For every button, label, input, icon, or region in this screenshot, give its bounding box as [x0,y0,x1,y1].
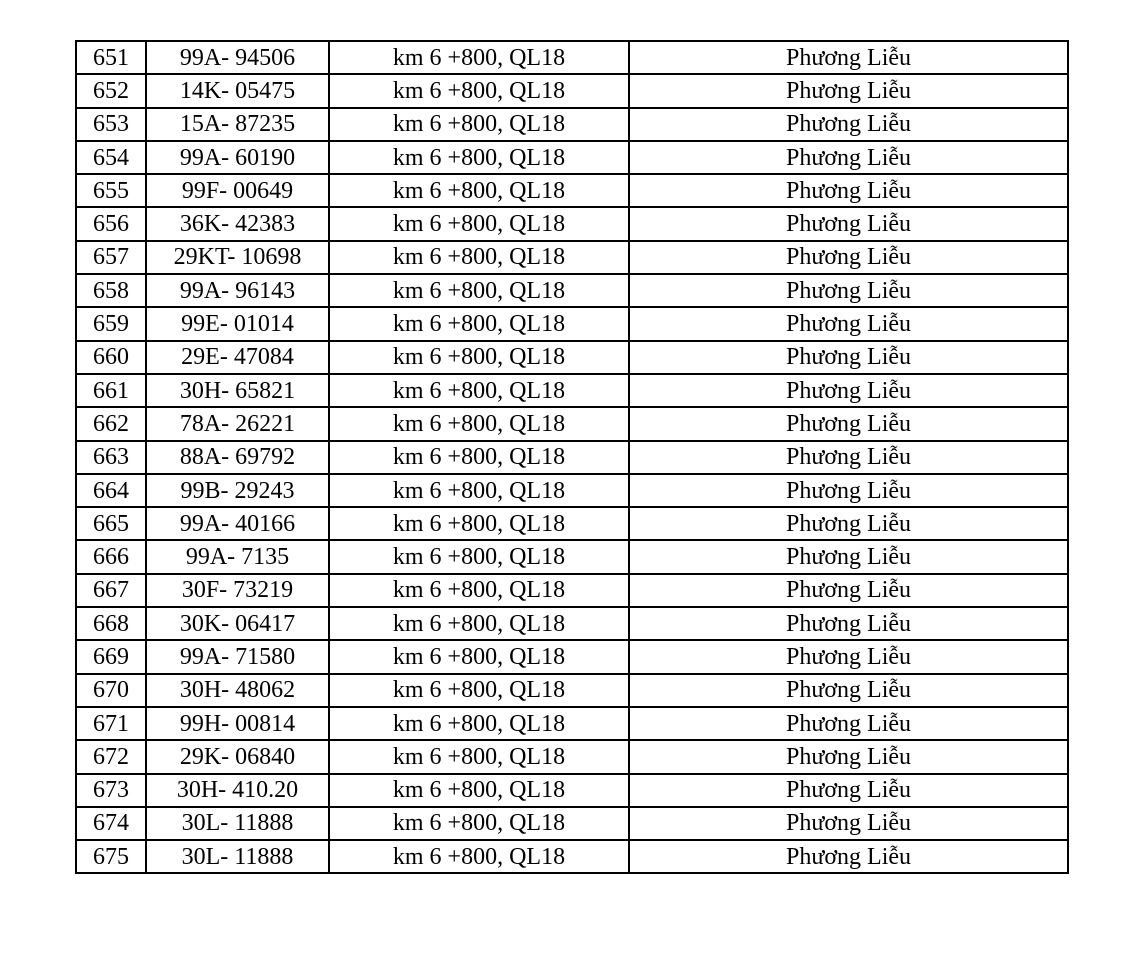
row-number: 662 [76,407,146,440]
table-row [76,374,1068,407]
license-plate: 30F- 73219 [146,574,329,607]
violation-location: km 6 +800, QL18 [329,774,629,807]
license-plate: 30H- 410.20 [146,774,329,807]
unit-name: Phương Liễu [629,840,1068,873]
violation-location: km 6 +800, QL18 [329,108,629,141]
license-plate: 30L- 11888 [146,840,329,873]
violation-location: km 6 +800, QL18 [329,574,629,607]
unit-name: Phương Liễu [629,640,1068,673]
license-plate: 30H- 65821 [146,374,329,407]
violation-location: km 6 +800, QL18 [329,540,629,573]
license-plate: 99B- 29243 [146,474,329,507]
violation-location: km 6 +800, QL18 [329,207,629,240]
unit-name: Phương Liễu [629,207,1068,240]
unit-name: Phương Liễu [629,574,1068,607]
violation-location: km 6 +800, QL18 [329,341,629,374]
row-number: 661 [76,374,146,407]
violation-location: km 6 +800, QL18 [329,174,629,207]
license-plate: 78A- 26221 [146,407,329,440]
table-row [76,607,1068,640]
unit-name: Phương Liễu [629,174,1068,207]
license-plate: 29E- 47084 [146,341,329,374]
violation-location: km 6 +800, QL18 [329,141,629,174]
violation-location: km 6 +800, QL18 [329,507,629,540]
unit-name: Phương Liễu [629,807,1068,840]
table-row [76,740,1068,773]
row-number: 666 [76,540,146,573]
row-number: 663 [76,441,146,474]
unit-name: Phương Liễu [629,707,1068,740]
row-number: 653 [76,108,146,141]
table-body [76,41,1068,873]
row-number: 660 [76,341,146,374]
license-plate: 99A- 60190 [146,141,329,174]
row-number: 672 [76,740,146,773]
row-number: 675 [76,840,146,873]
unit-name: Phương Liễu [629,74,1068,107]
table-row [76,341,1068,374]
violations-table [75,40,1069,874]
table-row [76,174,1068,207]
license-plate: 29K- 06840 [146,740,329,773]
violation-location: km 6 +800, QL18 [329,840,629,873]
license-plate: 99A- 7135 [146,540,329,573]
unit-name: Phương Liễu [629,41,1068,74]
unit-name: Phương Liễu [629,407,1068,440]
row-number: 658 [76,274,146,307]
license-plate: 15A- 87235 [146,108,329,141]
row-number: 668 [76,607,146,640]
violation-location: km 6 +800, QL18 [329,274,629,307]
table-row [76,774,1068,807]
table-row [76,540,1068,573]
violation-location: km 6 +800, QL18 [329,607,629,640]
violation-location: km 6 +800, QL18 [329,674,629,707]
table-row [76,674,1068,707]
unit-name: Phương Liễu [629,540,1068,573]
row-number: 673 [76,774,146,807]
table-row [76,507,1068,540]
table-row [76,574,1068,607]
unit-name: Phương Liễu [629,307,1068,340]
row-number: 671 [76,707,146,740]
table-row [76,141,1068,174]
unit-name: Phương Liễu [629,274,1068,307]
violation-location: km 6 +800, QL18 [329,307,629,340]
violation-location: km 6 +800, QL18 [329,407,629,440]
license-plate: 14K- 05475 [146,74,329,107]
license-plate: 30K- 06417 [146,607,329,640]
row-number: 664 [76,474,146,507]
row-number: 674 [76,807,146,840]
license-plate: 99A- 96143 [146,274,329,307]
license-plate: 99A- 94506 [146,41,329,74]
table-row [76,840,1068,873]
row-number: 656 [76,207,146,240]
license-plate: 99E- 01014 [146,307,329,340]
unit-name: Phương Liễu [629,441,1068,474]
violation-location: km 6 +800, QL18 [329,474,629,507]
violation-location: km 6 +800, QL18 [329,374,629,407]
license-plate: 99A- 40166 [146,507,329,540]
violation-location: km 6 +800, QL18 [329,640,629,673]
license-plate: 99F- 00649 [146,174,329,207]
unit-name: Phương Liễu [629,607,1068,640]
violation-location: km 6 +800, QL18 [329,807,629,840]
row-number: 652 [76,74,146,107]
violation-location: km 6 +800, QL18 [329,74,629,107]
row-number: 655 [76,174,146,207]
row-number: 665 [76,507,146,540]
row-number: 657 [76,241,146,274]
violation-location: km 6 +800, QL18 [329,441,629,474]
unit-name: Phương Liễu [629,374,1068,407]
license-plate: 36K- 42383 [146,207,329,240]
license-plate: 99A- 71580 [146,640,329,673]
unit-name: Phương Liễu [629,474,1068,507]
violation-location: km 6 +800, QL18 [329,41,629,74]
unit-name: Phương Liễu [629,774,1068,807]
unit-name: Phương Liễu [629,341,1068,374]
table-row [76,74,1068,107]
table-row [76,274,1068,307]
unit-name: Phương Liễu [629,507,1068,540]
table-row [76,441,1068,474]
table-row [76,207,1068,240]
row-number: 659 [76,307,146,340]
unit-name: Phương Liễu [629,108,1068,141]
violation-location: km 6 +800, QL18 [329,241,629,274]
table-row [76,407,1068,440]
unit-name: Phương Liễu [629,674,1068,707]
table-row [76,241,1068,274]
table-row [76,807,1068,840]
violation-location: km 6 +800, QL18 [329,707,629,740]
table-row [76,474,1068,507]
row-number: 669 [76,640,146,673]
table-row [76,707,1068,740]
row-number: 667 [76,574,146,607]
table-row [76,108,1068,141]
license-plate: 88A- 69792 [146,441,329,474]
row-number: 654 [76,141,146,174]
license-plate: 99H- 00814 [146,707,329,740]
unit-name: Phương Liễu [629,141,1068,174]
license-plate: 29KT- 10698 [146,241,329,274]
license-plate: 30H- 48062 [146,674,329,707]
unit-name: Phương Liễu [629,740,1068,773]
violation-location: km 6 +800, QL18 [329,740,629,773]
license-plate: 30L- 11888 [146,807,329,840]
table-row [76,41,1068,74]
unit-name: Phương Liễu [629,241,1068,274]
row-number: 670 [76,674,146,707]
row-number: 651 [76,41,146,74]
table-row [76,640,1068,673]
table-row [76,307,1068,340]
